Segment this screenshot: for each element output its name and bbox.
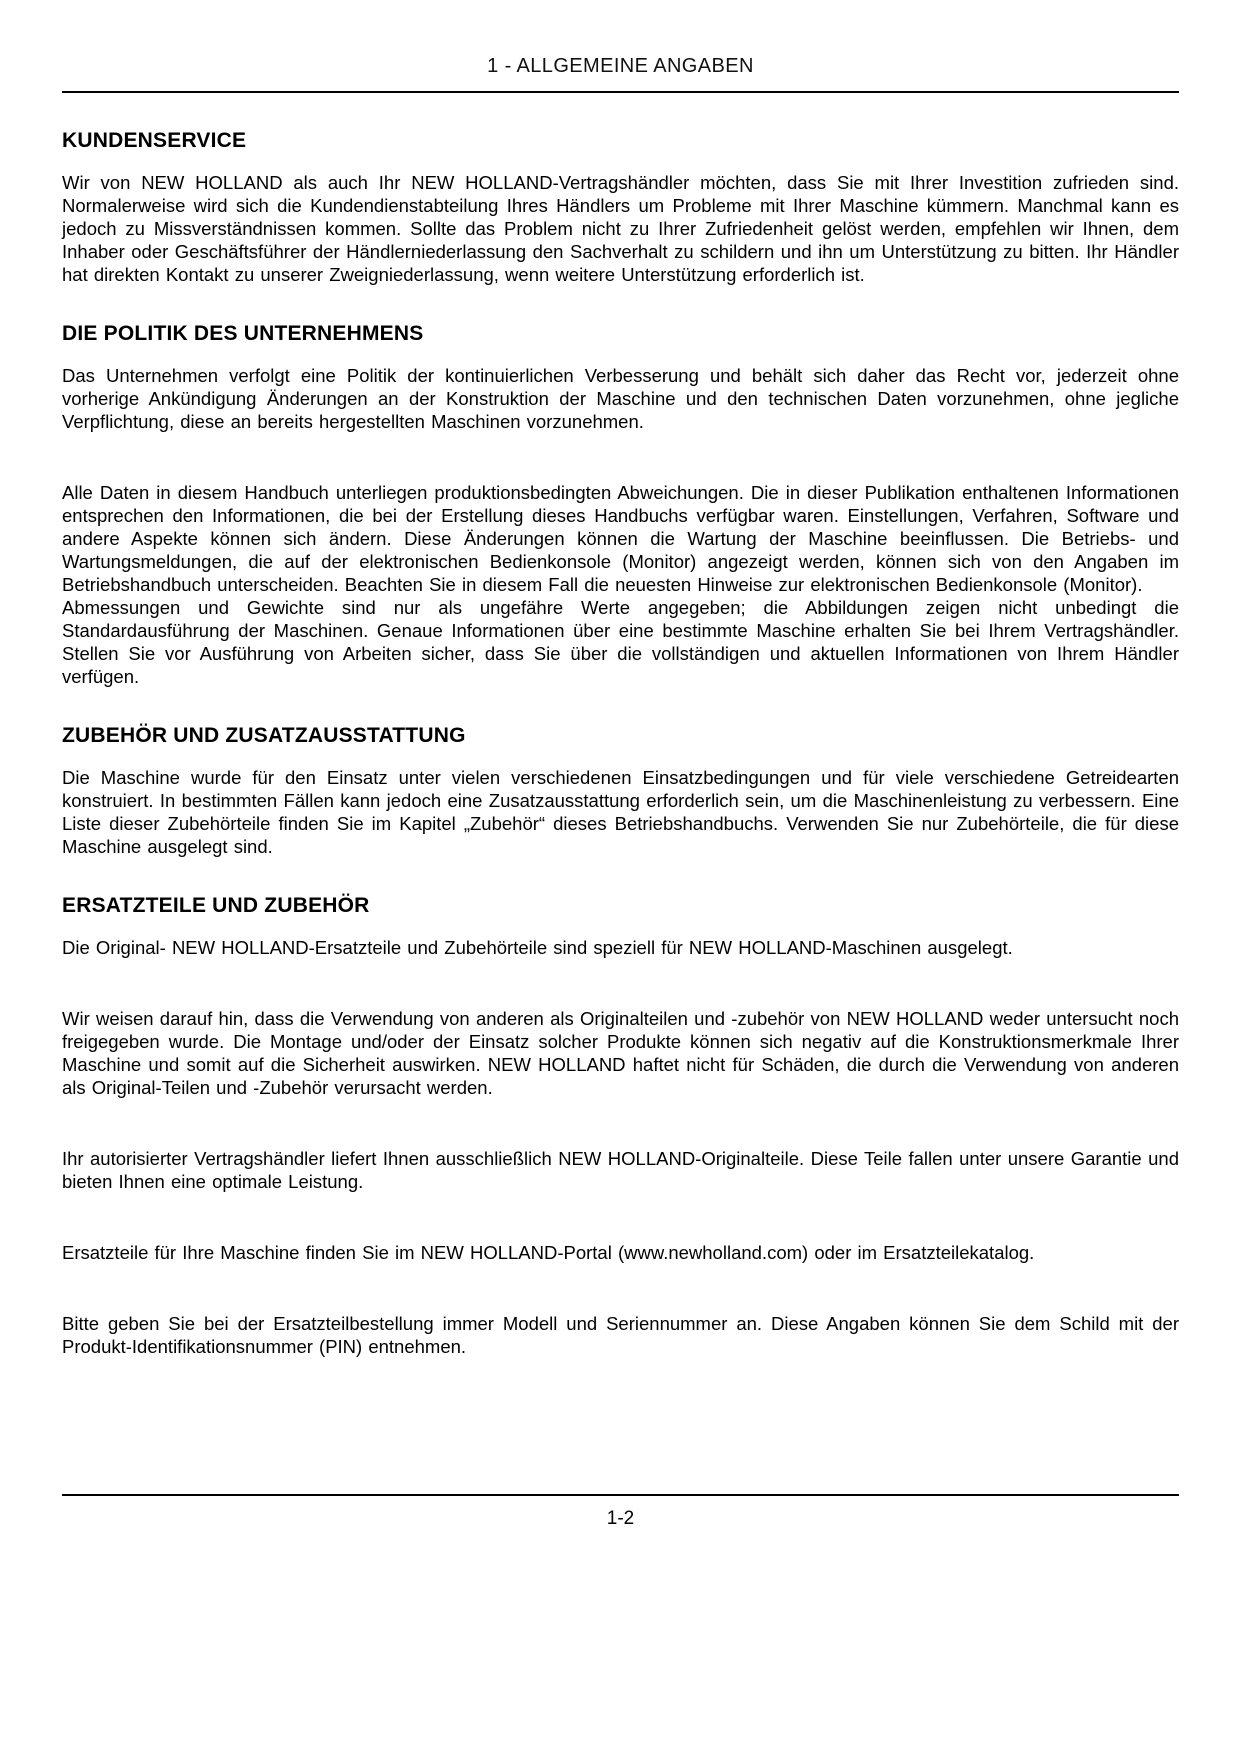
paragraph: Das Unternehmen verfolgt eine Politik der kontinuierlichen Verbesserung und behält sich daher das Recht vor, jederzeit ohne vorherige Ankündigung Änderungen an der Konstruktion der Maschine und den technischen Daten vorzunehmen, ohne jegliche Verpflichtung, diese an bereits hergestellten Maschinen vorzunehmen.: [62, 365, 1179, 432]
page-header: [62, 55, 1179, 93]
section-kundenservice: [62, 129, 1179, 286]
page-footer: [62, 1494, 1179, 1530]
header-rule: [62, 91, 1179, 93]
paragraph: Die Original- NEW HOLLAND-Ersatzteile und Zubehörteile sind speziell für NEW HOLLAND-Maschinen ausgelegt.: [62, 937, 1013, 958]
paragraph: Ihr autorisierter Vertragshändler liefert Ihnen ausschließlich NEW HOLLAND-Originalteile. Diese Teile fallen unter unsere Garantie und bieten Ihnen eine optimale Leistung.: [62, 1148, 1179, 1192]
section-heading: KUNDENSERVICE: [62, 129, 247, 152]
section-zubehoer: [62, 724, 1179, 858]
footer-rule: [62, 1494, 1179, 1496]
chapter-title: 1 - ALLGEMEINE ANGABEN: [487, 55, 754, 77]
paragraph: Wir weisen darauf hin, dass die Verwendung von anderen als Originalteilen und -zubehör von NEW HOLLAND weder untersucht noch freigegeben wurde. Die Montage und/oder der Einsatz solcher Produkte können sich negativ auf die Konstruktionsmerkmale Ihrer Maschine und somit auf die Sicherheit auswirken. NEW HOLLAND haftet nicht für Schäden, die durch die Verwendung von anderen als Original-Teilen und -Zubehör verursacht werden.: [62, 1008, 1179, 1098]
paragraph: Ersatzteile für Ihre Maschine finden Sie im NEW HOLLAND-Portal (www.newholland.com) oder im Ersatzteilekatalog.: [62, 1242, 1035, 1263]
section-ersatzteile: [62, 894, 1179, 1358]
section-heading: ZUBEHÖR UND ZUSATZAUSSTATTUNG: [62, 724, 466, 747]
paragraph: Die Maschine wurde für den Einsatz unter vielen verschiedenen Einsatzbedingungen und für viele verschiedene Getreidearten konstruiert. In bestimmten Fällen kann jedoch eine Zusatzausstattung erforderlich sein, um die Maschinenleistung zu verbessern. Eine Liste dieser Zubehörteile finden Sie im Kapitel „Zubehör“ dieses Betriebshandbuchs. Verwenden Sie nur Zubehörteile, die für diese Maschine ausgelegt sind.: [62, 767, 1179, 857]
paragraph: Alle Daten in diesem Handbuch unterliegen produktionsbedingten Abweichungen. Die in dieser Publikation enthaltenen Informationen entsprechen den Informationen, die bei der Erstellung dieses Handbuchs verfügbar waren. Einstellungen, Verfahren, Software und andere Aspekte können sich ändern. Diese Änderungen können die Wartung der Maschine beeinflussen. Die Betriebs- und Wartungsmeldungen, die auf der elektronischen Bedienkonsole (Monitor) angezeigt werden, können sich von den Angaben im Betriebshandbuch unterscheiden. Beachten Sie in diesem Fall die neuesten Hinweise zur elektronischen Bedienkonsole (Monitor).: [62, 482, 1179, 595]
page-number: 1-2: [606, 1508, 635, 1529]
section-heading: DIE POLITIK DES UNTERNEHMENS: [62, 322, 424, 345]
paragraph: Wir von NEW HOLLAND als auch Ihr NEW HOLLAND-Vertragshändler möchten, dass Sie mit Ihrer Investition zufrieden sind. Normalerweise wird sich die Kundendienstabteilung Ihres Händlers um Probleme mit Ihrer Maschine kümmern. Manchmal kann es jedoch zu Missverständnissen kommen. Sollte das Problem nicht zu Ihrer Zufriedenheit gelöst werden, empfehlen wir Ihnen, dem Inhaber oder Geschäftsführer der Händlerniederlassung den Sachverhalt zu schildern und ihn um Unterstützung zu bitten. Ihr Händler hat direkten Kontakt zu unserer Zweigniederlassung, wenn weitere Unterstützung erforderlich ist.: [62, 172, 1179, 285]
paragraph: Abmessungen und Gewichte sind nur als ungefähre Werte angegeben; die Abbildungen zeigen nicht unbedingt die Standardausführung der Maschinen. Genaue Informationen über eine bestimmte Maschine erhalten Sie bei Ihrem Vertragshändler. Stellen Sie vor Ausführung von Arbeiten sicher, dass Sie über die vollständigen und aktuellen Informationen von Ihrem Händler verfügen.: [62, 597, 1179, 687]
section-politik: [62, 322, 1179, 688]
section-heading: ERSATZTEILE UND ZUBEHÖR: [62, 894, 370, 917]
paragraph: Bitte geben Sie bei der Ersatzteilbestellung immer Modell und Seriennummer an. Diese Angaben können Sie dem Schild mit der Produkt-Identifikationsnummer (PIN) entnehmen.: [62, 1313, 1179, 1357]
